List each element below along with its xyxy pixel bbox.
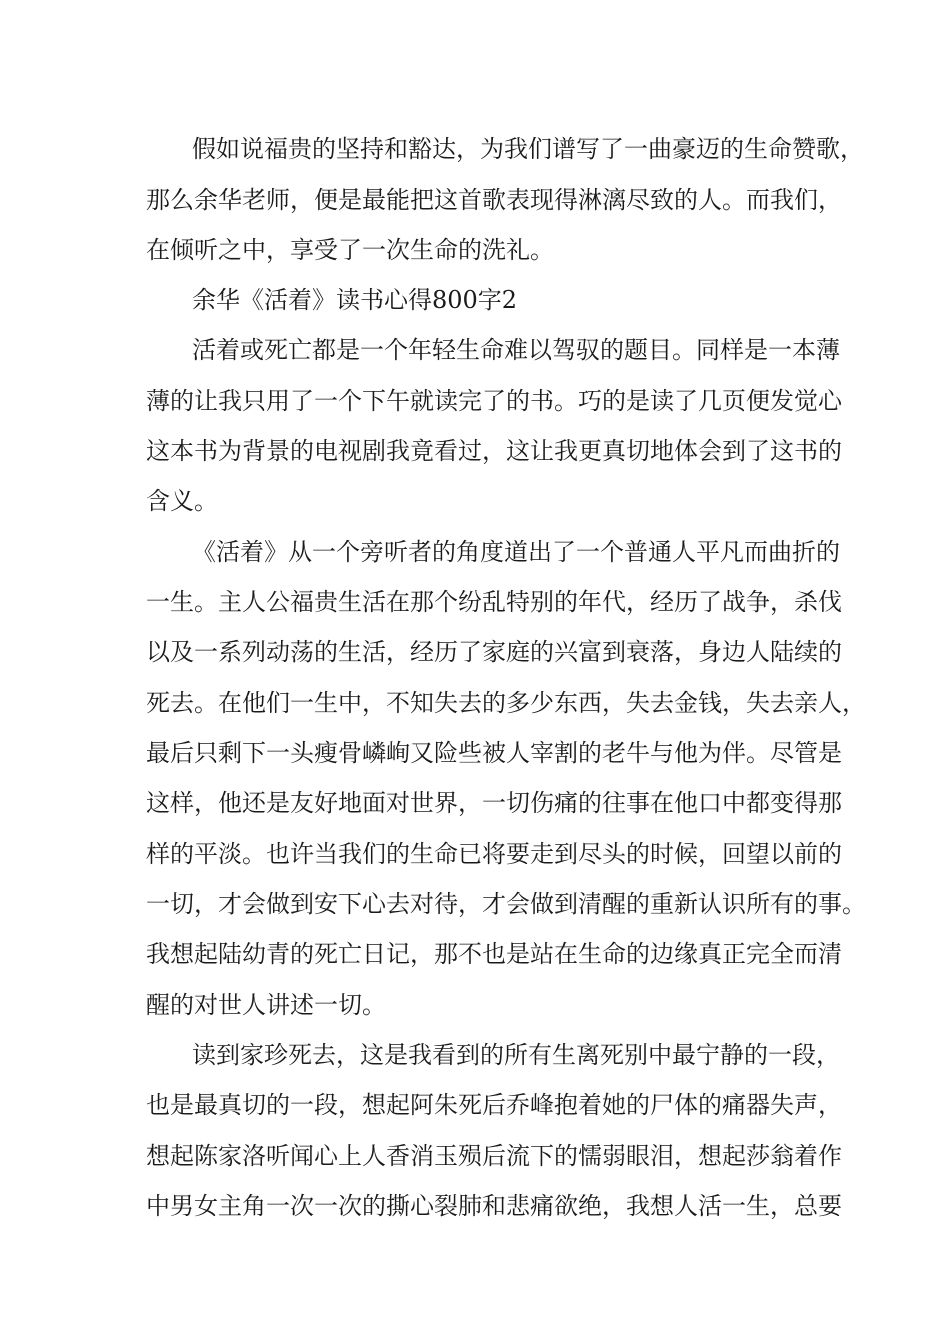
paragraph-line: 含义。 xyxy=(146,487,218,515)
paragraph-line: 想起陈家洛听闻心上人香消玉殒后流下的懦弱眼泪，想起莎翁着作 xyxy=(146,1142,842,1170)
paragraph-line: 以及一系列动荡的生活，经历了家庭的兴富到衰落，身边人陆续的 xyxy=(146,638,842,666)
paragraph-line: 假如说福贵的坚持和豁达，为我们谱写了一曲豪迈的生命赞歌， xyxy=(192,135,864,163)
paragraph-line: 在倾听之中，享受了一次生命的洗礼。 xyxy=(146,236,554,264)
paragraph-line: 薄的让我只用了一个下午就读完了的书。巧的是读了几页便发觉心 xyxy=(146,387,842,415)
paragraph-line: 我想起陆幼青的死亡日记，那不也是站在生命的边缘真正完全而清 xyxy=(146,940,842,968)
paragraph-line: 这本书为背景的电视剧我竟看过，这让我更真切地体会到了这书的 xyxy=(146,437,842,465)
paragraph-line: 最后只剩下一头瘦骨嶙峋又险些被人宰割的老牛与他为伴。尽管是 xyxy=(146,739,842,767)
paragraph-line: 活着或死亡都是一个年轻生命难以驾驭的题目。同样是一本薄 xyxy=(192,336,840,364)
paragraph-line: 醒的对世人讲述一切。 xyxy=(146,991,386,1019)
paragraph-line: 死去。在他们一生中，不知失去的多少东西，失去金钱，失去亲人， xyxy=(146,689,866,717)
paragraph-line: 中男女主角一次一次的撕心裂肺和悲痛欲绝，我想人活一生，总要 xyxy=(146,1192,842,1220)
section-heading: 余华《活着》读书心得800字2 xyxy=(192,286,518,314)
paragraph-line: 这样，他还是友好地面对世界，一切伤痛的往事在他口中都变得那 xyxy=(146,789,842,817)
paragraph-line: 样的平淡。也许当我们的生命已将要走到尽头的时候，回望以前的 xyxy=(146,840,842,868)
paragraph-line: 也是最真切的一段，想起阿朱死后乔峰抱着她的尸体的痛器失声， xyxy=(146,1091,842,1119)
paragraph-line: 那么余华老师，便是最能把这首歌表现得淋漓尽致的人。而我们， xyxy=(146,186,842,214)
paragraph-line: 一切，才会做到安下心去对待，才会做到清醒的重新认识所有的事。 xyxy=(146,890,866,918)
paragraph-line: 读到家珍死去，这是我看到的所有生离死别中最宁静的一段， xyxy=(192,1041,840,1069)
paragraph-line: 《活着》从一个旁听者的角度道出了一个普通人平凡而曲折的 xyxy=(192,538,840,566)
paragraph-line: 一生。主人公福贵生活在那个纷乱特别的年代，经历了战争，杀伐 xyxy=(146,588,842,616)
